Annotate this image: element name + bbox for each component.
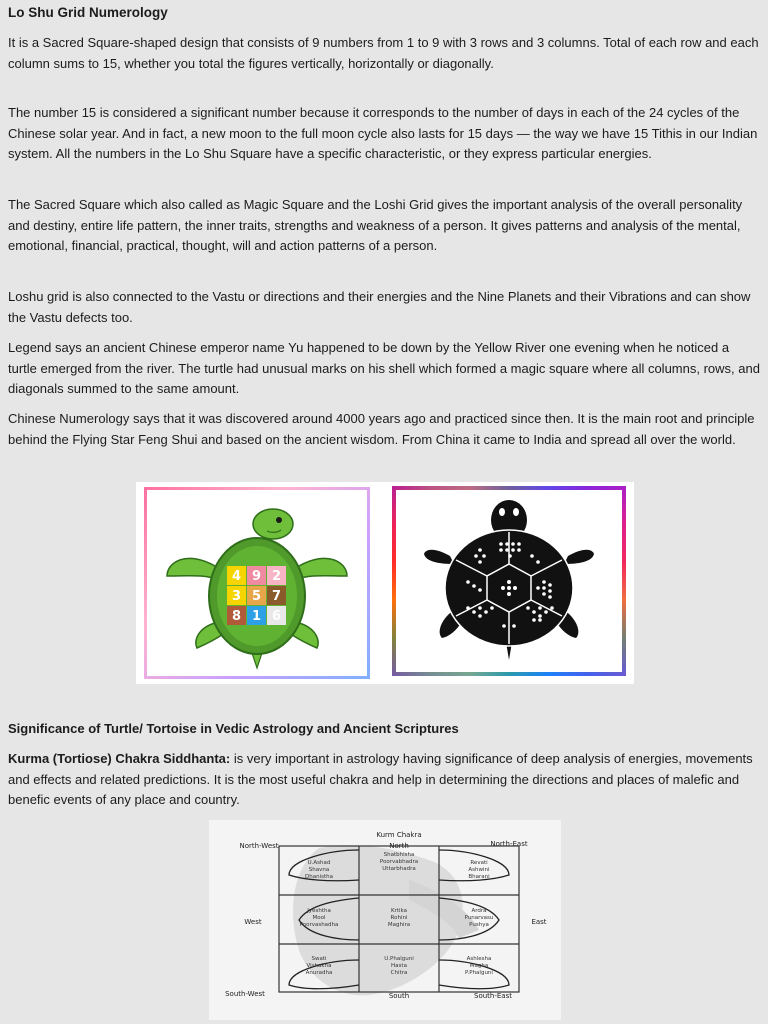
chakra-cell-label: U.Phalguni (384, 956, 414, 962)
kurma-lead-bold: Kurma (Tortiose) Chakra Siddhanta: (8, 751, 231, 766)
chakra-cell-label: Chitra (390, 970, 408, 976)
chakra-cell-label: Anuradha (305, 970, 333, 976)
label-west: West (244, 918, 262, 926)
chakra-cell-label: Uttarbhadra (382, 866, 416, 872)
chakra-cell-label: Revati (470, 860, 488, 866)
chakra-cell-label: Shatbhisha (383, 852, 415, 858)
chakra-cell-label: U.Ashad (307, 860, 331, 866)
chakra-cell-label: Hasta (391, 963, 407, 969)
label-east: East (531, 918, 547, 926)
chakra-cell-label: Poorvashadha (299, 922, 339, 928)
chakra-cell-label: Magha (469, 963, 489, 969)
label-south-west: South-West (225, 990, 265, 998)
chakra-cell-label: Rohini (390, 915, 408, 921)
chakra-cell-label: P.Phalguni (465, 970, 493, 976)
green-turtle-illustration (147, 490, 367, 676)
kurma-chakra-svg (209, 820, 561, 1020)
page-title: Lo Shu Grid Numerology (8, 5, 168, 20)
grid-number: 6 (271, 609, 282, 624)
black-tortoise-illustration (396, 490, 622, 672)
chakra-cell-label: Vishakha (306, 963, 332, 969)
black-tortoise-image (392, 486, 626, 676)
grid-number: 2 (271, 569, 282, 584)
chakra-cell-label: Pushya (469, 922, 489, 928)
grid-number: 8 (231, 609, 242, 624)
grid-number: 3 (231, 589, 242, 604)
paragraph-kurma (8, 749, 760, 811)
section-heading: Significance of Turtle/ Tortoise in Vedic Astrology and Ancient Scriptures (8, 721, 459, 736)
chakra-cell-label: Dhanistha (305, 874, 333, 880)
grid-number: 5 (251, 589, 262, 604)
kurma-lead-text: is very important in astrology having significance of deep analysis of energies, movements and effects and related predictions. It is the most useful chakra and help in determining the directions and places of malefic and benefic events of any place and country. (8, 751, 753, 808)
label-south-east: South-East (474, 992, 512, 1000)
grid-number: 1 (251, 609, 262, 624)
paragraph-5: Legend says an ancient Chinese emperor name Yu happened to be down by the Yellow River one evening when he noticed a turtle emerged from the river. The turtle had unusual marks on his shell which formed a magic square where all columns, rows, and diagonals summed to the same amount. (8, 340, 760, 397)
grid-number: 7 (271, 589, 282, 604)
label-north-west: North-West (239, 842, 279, 850)
chakra-cell-label: Punarvasu (464, 915, 494, 921)
chakra-cell-label: Jyeshtha (307, 908, 331, 914)
paragraph-6: Chinese Numerology says that it was discovered around 4000 years ago and practiced since then. It is the main root and principle behind the Flying Star Feng Shui and based on the ancient wisdom. From China it came to India and spread all over the world. (8, 411, 755, 447)
chakra-cell-label: Ashlesha (466, 956, 492, 962)
chakra-cell-label: Swati (311, 956, 327, 962)
label-south: South (388, 992, 410, 1000)
chakra-cell-label: Mool (312, 915, 326, 921)
lo-shu-turtle-image (144, 487, 370, 679)
chakra-cell-label: Ardra (471, 908, 487, 914)
chakra-cell-label: Shavna (308, 867, 330, 873)
turtle-images (136, 482, 634, 684)
paragraph-4: Loshu grid is also connected to the Vastu or directions and their energies and the Nine Planets and their Vibrations and can show the Vastu defects too. (8, 289, 751, 325)
grid-number: 4 (231, 569, 242, 584)
kurma-chakra-diagram (209, 820, 561, 1020)
grid-number: 9 (251, 569, 262, 584)
label-north-east: North-East (490, 840, 528, 848)
chakra-cell-label: Maghira (387, 922, 411, 928)
lo-shu-grid (227, 566, 286, 625)
chakra-title: Kurm Chakra (376, 831, 422, 839)
chakra-cell-label: Krtika (390, 908, 408, 914)
chakra-cell-label: Poorvabhadra (379, 859, 419, 865)
chakra-cell-label: Bharani (468, 874, 490, 880)
paragraph-2: The number 15 is considered a significant number because it corresponds to the number of days in each of the 24 cycles of the Chinese solar year. And in fact, a new moon to the full moon cycle also lasts for 15 days — the way we have 15 Tithis in our Indian system. All the numbers in the Lo Shu Square have a specific characteristic, or they express particular energies. (8, 105, 758, 162)
paragraph-1: It is a Sacred Square-shaped design that consists of 9 numbers from 1 to 9 with 3 rows and 3 columns. Total of each row and each column sums to 15, whether you total the figures vertically, horizontally or diagonally. (8, 35, 759, 71)
paragraph-3: The Sacred Square which also called as Magic Square and the Loshi Grid gives the important analysis of the overall personality and destiny, entire life pattern, the inner traits, strengths and weakness of a person. It gives patterns and analysis of the mental, emotional, financial, practical, thought, will and action patterns of a person. (8, 197, 743, 254)
label-north: North (389, 842, 409, 850)
chakra-cell-label: Ashwini (468, 867, 490, 873)
